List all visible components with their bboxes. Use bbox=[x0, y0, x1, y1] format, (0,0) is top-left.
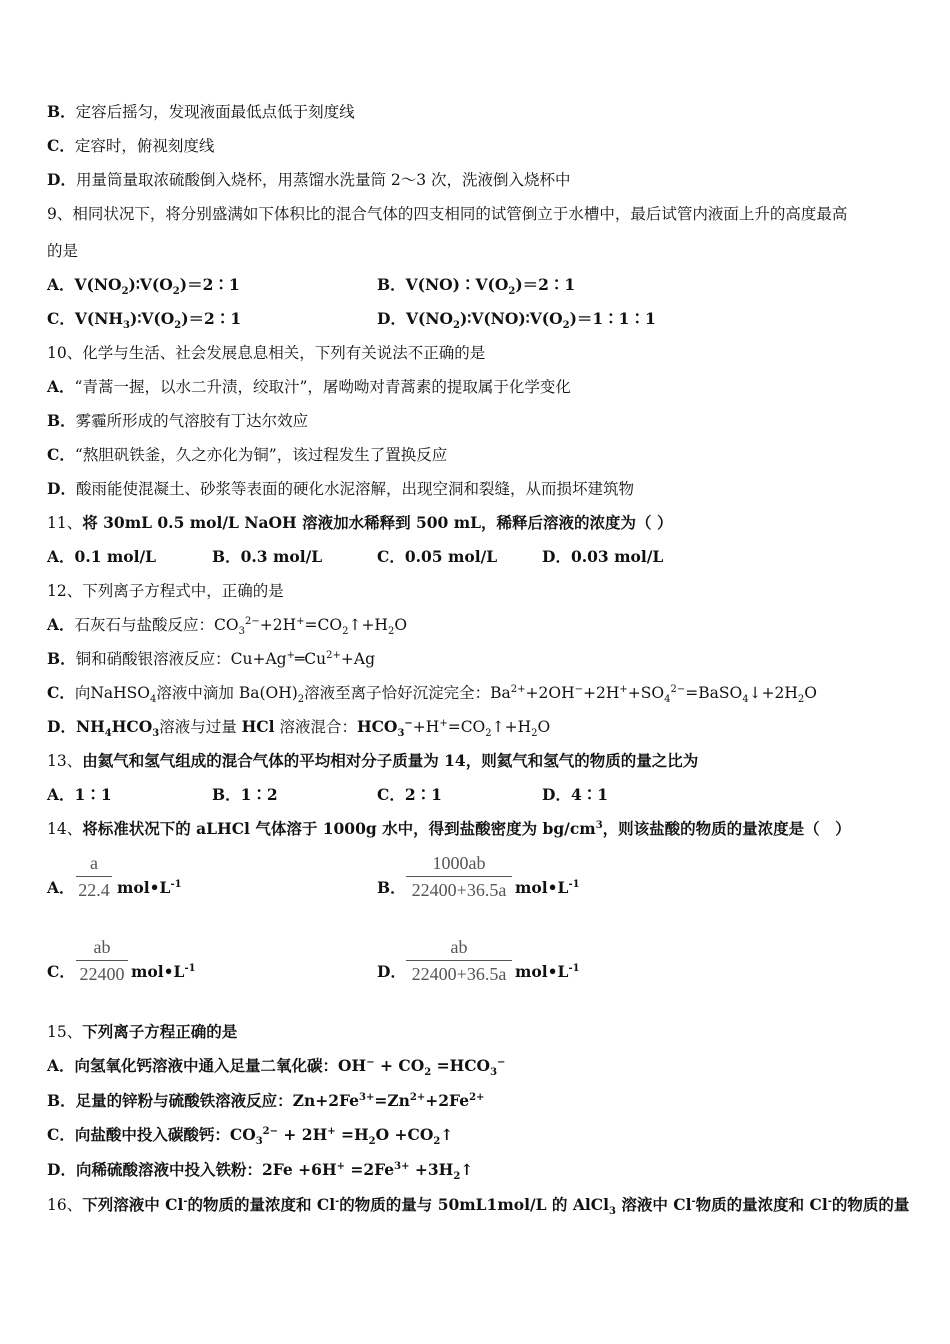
q14-option-a-label: A． bbox=[47, 878, 75, 897]
q14-option-d-unit: $mol•L^{-1}$ bbox=[515, 962, 580, 981]
q14-stem: 14、将标准状况下的 aLHCl 气体溶于 1000g 水中，得到盐酸密度为 $bg/cm^3$，则该盐酸的物质的量浓度是（ ） bbox=[47, 819, 851, 838]
q13-option-d: D．4∶1 bbox=[542, 785, 609, 804]
q13-option-b: B．1∶2 bbox=[212, 785, 278, 804]
q9-option-d: D．$V(NO_2)∶V(NO)∶V(O_2)=1∶1∶1$ bbox=[377, 309, 656, 332]
q10-option-a: A．“青蒿一握，以水二升渍，绞取汁”，屠呦呦对青蒿素的提取属于化学变化 bbox=[47, 377, 571, 396]
q9-stem-line2: 的是 bbox=[47, 242, 79, 260]
q10-option-d: D．酸雨能使混凝土、砂浆等表面的硬化水泥溶解，出现空洞和裂缝，从而损坏建筑物 bbox=[47, 479, 634, 498]
q11-option-d: D．0.03 mol/L bbox=[542, 547, 664, 566]
q16-stem: 16、下列溶液中 Cl-的物质的量浓度和 Cl-的物质的量与 50mL1mol/L 的 AlCl$_3$ 溶液中 Cl-物质的量浓度和 Cl-的物质的量 bbox=[47, 1195, 910, 1218]
q12-stem: 12、下列离子方程式中，正确的是 bbox=[47, 582, 284, 600]
q9-stem-line1: 9、相同状况下，将分别盛满如下体积比的混合气体的四支相同的试管倒立于水槽中，最后试管内液面上升的高度最高 bbox=[47, 205, 848, 223]
q9-option-a: A．$V(NO_2)∶V(O_2)=2∶1$ bbox=[47, 275, 240, 298]
q12-option-b: B．铜和硝酸银溶液反应：$Cu+Ag^+═Cu^{2+}+Ag$ bbox=[47, 649, 376, 668]
q14-option-c-label: C． bbox=[47, 962, 75, 981]
q14-option-c-fraction: ab 22400 bbox=[76, 936, 128, 985]
q13-option-c: C．2∶1 bbox=[377, 785, 442, 804]
q15-option-d: D．向稀硫酸溶液中投入铁粉：$2Fe +6H^+ =2Fe^{3+}$ $+3H_2↑$ bbox=[47, 1160, 474, 1183]
q12-option-d: D．$NH_4HCO_3$溶液与过量 HCl 溶液混合：$HCO_3^-+H^+=CO_2↑+H_2O$ bbox=[47, 717, 551, 740]
q15-option-c: C．向盐酸中投入碳酸钙：$CO_3^{2-} + 2H^+ =H_2O$ $+CO_2↑$ bbox=[47, 1125, 454, 1148]
q11-option-a: A．0.1 mol/L bbox=[47, 547, 157, 566]
q13-option-a: A．1∶1 bbox=[47, 785, 112, 804]
q11-stem: 11、将 30mL 0.5 mol/L NaOH 溶液加水稀释到 500 mL，稀释后溶液的浓度为（ ） bbox=[47, 513, 673, 532]
q14-option-d-label: D． bbox=[377, 962, 406, 981]
q12-option-a: A．石灰石与盐酸反应：$CO_3^{2-}+2H^+=CO_2↑+H_2O$ bbox=[47, 615, 408, 638]
q10-option-b: B．雾霾所形成的气溶胶有丁达尔效应 bbox=[47, 411, 309, 430]
q13-stem: 13、由氦气和氢气组成的混合气体的平均相对分子质量为 14，则氦气和氢气的物质的量之比为 bbox=[47, 751, 699, 770]
q11-option-b: B．0.3 mol/L bbox=[212, 547, 323, 566]
q8-option-d: D．用量筒量取浓硫酸倒入烧杯，用蒸馏水洗量筒 2～3 次，洗液倒入烧杯中 bbox=[47, 170, 571, 189]
q14-option-d-fraction: ab 22400+36.5a bbox=[406, 936, 512, 985]
q10-option-c: C．“熬胆矾铁釜，久之亦化为铜”，该过程发生了置换反应 bbox=[47, 445, 448, 464]
q8-option-b: B．定容后摇匀，发现液面最低点低于刻度线 bbox=[47, 102, 355, 121]
q9-option-c: C．$V(NH_3)∶V(O_2)=2∶1$ bbox=[47, 309, 242, 332]
q8-option-c: C．定容时，俯视刻度线 bbox=[47, 136, 215, 155]
q10-stem: 10、化学与生活、社会发展息息相关，下列有关说法不正确的是 bbox=[47, 344, 486, 362]
q15-option-b: B．足量的锌粉与硫酸铁溶液反应：$Zn+2Fe^{3+}=Zn^{2+}+2Fe^{2+}$ bbox=[47, 1091, 485, 1110]
q9-option-b: B．$V(NO)∶V(O_2)=2∶1$ bbox=[377, 275, 576, 298]
q12-option-c: C．向NaHSO$_4$溶液中滴加 $Ba(OH)_2$溶液至离子恰好沉淀完全：$Ba^{2+}+2OH^-+2H^++SO_4^{2-}=BaSO_4↓+2H_2O$ bbox=[47, 683, 818, 706]
q14-option-a-fraction: a 22.4 bbox=[76, 852, 112, 901]
q15-option-a: A．向氢氧化钙溶液中通入足量二氧化碳：$OH^- + CO_2 =HCO_3^-$ bbox=[47, 1056, 506, 1079]
q14-option-a-unit: $mol•L^{-1}$ bbox=[117, 878, 182, 897]
q14-option-b-fraction: 1000ab 22400+36.5a bbox=[406, 852, 512, 901]
q14-option-b-unit: $mol•L^{-1}$ bbox=[515, 878, 580, 897]
q14-option-b-label: B． bbox=[377, 878, 406, 897]
q11-option-c: C．0.05 mol/L bbox=[377, 547, 498, 566]
q14-option-c-unit: $mol•L^{-1}$ bbox=[131, 962, 196, 981]
q15-stem: 15、下列离子方程正确的是 bbox=[47, 1022, 238, 1041]
